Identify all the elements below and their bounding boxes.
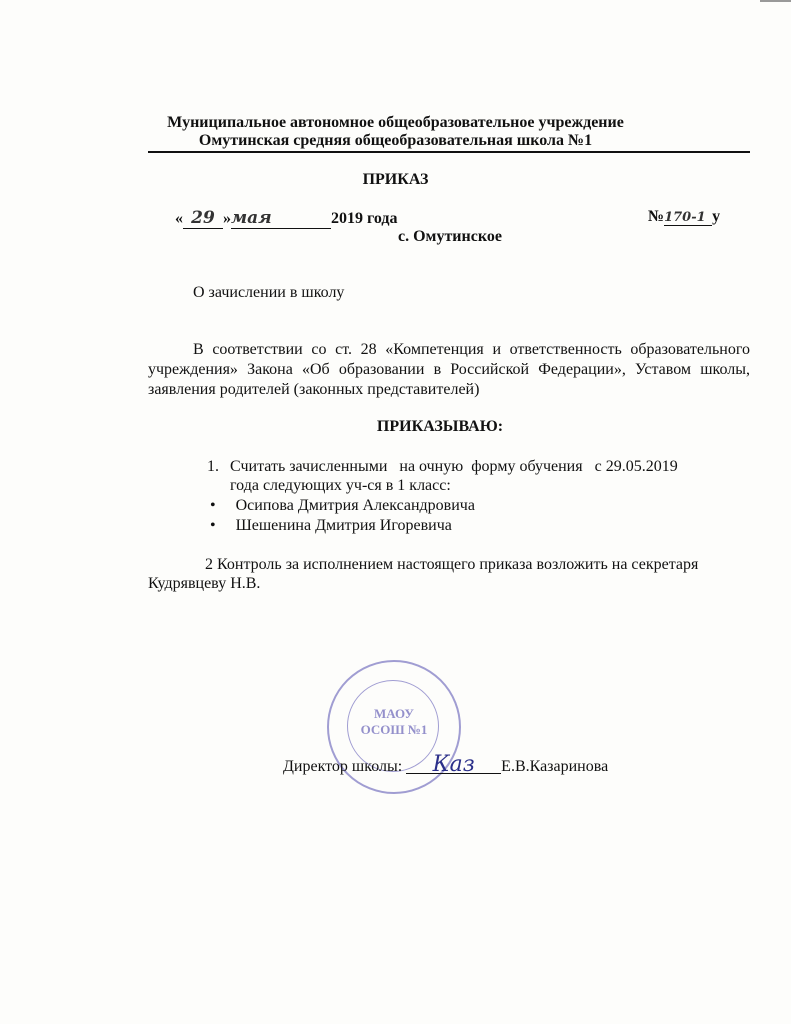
item2-line1: 2 Контроль за исполнением настоящего приказа возложить на секретаря bbox=[205, 556, 699, 573]
stamp-line1: МАОУ bbox=[374, 706, 414, 721]
item1-line2: года следующих уч-ся в 1 класс: bbox=[230, 477, 451, 494]
student-name: Шешенина Дмитрия Игоревича bbox=[235, 517, 452, 534]
order-number bbox=[648, 208, 720, 226]
place: с. Омутинское bbox=[398, 228, 502, 245]
date-year: 2019 года bbox=[331, 210, 398, 227]
signature-role: Директор школы: bbox=[283, 758, 403, 775]
org-name-line2: Омутинская средняя общеобразовательная школа №1 bbox=[198, 132, 593, 149]
number-sign: № bbox=[648, 208, 665, 225]
order-word: ПРИКАЗЫВАЮ: bbox=[376, 418, 504, 435]
student-list-item: • Шешенина Дмитрия Игоревича bbox=[210, 517, 452, 534]
preamble: В соответствии со ст. 28 «Компетенция и ответственность образовательного учреждения» Закона «Об образовании в Российской Федерации», Уставом школы, заявления родителей (законных представителей) bbox=[148, 341, 750, 398]
item2-line2: Кудрявцеву Н.В. bbox=[148, 575, 261, 592]
document-title: ПРИКАЗ bbox=[362, 171, 429, 188]
item1-line1: Считать зачисленными на очную форму обучения с 29.05.2019 bbox=[230, 458, 678, 475]
date-day: 29 bbox=[183, 208, 223, 229]
header-rule bbox=[148, 151, 750, 153]
signature-name: Е.В.Казаринова bbox=[501, 758, 609, 775]
handwritten-signature: Каз bbox=[406, 757, 501, 774]
order-date bbox=[175, 208, 398, 229]
subject: О зачислении в школу bbox=[193, 284, 345, 301]
number-suffix: у bbox=[712, 208, 721, 225]
item1-number: 1. bbox=[207, 458, 219, 475]
number-value: 170-1 bbox=[664, 210, 712, 226]
quote-close: » bbox=[223, 210, 231, 227]
date-month: мая bbox=[231, 208, 331, 229]
quote-open: « bbox=[175, 210, 183, 227]
org-name-line1: Муниципальное автономное общеобразовательное учреждение bbox=[167, 114, 624, 131]
student-name: Осипова Дмитрия Александровича bbox=[235, 497, 475, 514]
student-list-item: • Осипова Дмитрия Александровича bbox=[210, 497, 475, 514]
stamp-line2: ОСОШ №1 bbox=[360, 722, 428, 737]
signature-line bbox=[283, 752, 609, 777]
scan-mark bbox=[760, 0, 791, 2]
